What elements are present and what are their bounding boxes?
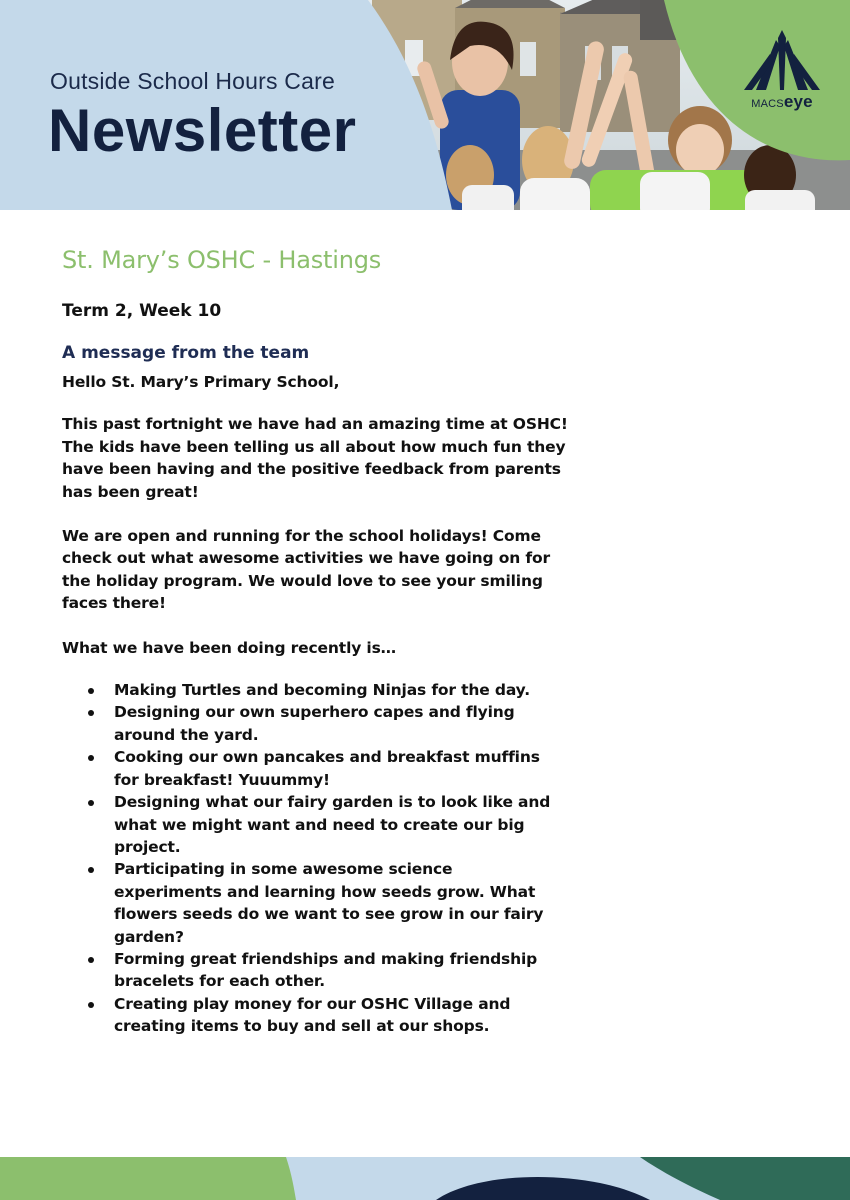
- paragraph-holidays: We are open and running for the school holidays! Come check out what awesome activities we have going on for the holiday program. We would love to see your smiling faces there!: [62, 527, 550, 613]
- greeting: Hello St. Mary’s Primary School,: [62, 373, 340, 391]
- paragraph-recently: What we have been doing recently is…: [62, 638, 397, 657]
- list-item-text: Designing what our fairy garden is to look like and what we might want and need to create our big project.: [114, 793, 551, 856]
- macs-arrow-logo-icon: [736, 26, 828, 92]
- term-week-label: Term 2, Week 10: [62, 301, 222, 321]
- bullet-icon: [88, 800, 94, 806]
- newsletter-content: [62, 246, 572, 1038]
- list-item: [62, 679, 552, 701]
- list-item-text: Forming great friendships and making friendship bracelets for each other.: [114, 949, 538, 991]
- list-item-text: Participating in some awesome science experiments and learning how seeds grow. What flowers seeds do we want to see grow in our fairy garden?: [114, 860, 544, 946]
- bullet-icon: [88, 867, 94, 873]
- bullet-icon: [88, 755, 94, 761]
- list-item-text: Making Turtles and becoming Ninjas for the day.: [114, 681, 530, 700]
- list-item: [62, 701, 552, 746]
- bullet-icon: [88, 1002, 94, 1008]
- school-heading: St. Mary’s OSHC - Hastings: [62, 246, 382, 274]
- bullet-icon: [88, 688, 94, 694]
- list-item-text: Designing our own superhero capes and flying around the yard.: [114, 703, 515, 744]
- section-heading: A message from the team: [62, 343, 310, 363]
- list-item: [62, 746, 552, 791]
- list-item-text: Cooking our own pancakes and breakfast muffins for breakfast! Yuuummy!: [114, 748, 540, 789]
- list-item-text: Creating play money for our OSHC Village and creating items to buy and sell at our shops.: [114, 994, 511, 1036]
- newsletter-header: [0, 0, 850, 210]
- list-item: [62, 791, 552, 858]
- activities-list: [62, 679, 552, 1038]
- newsletter-title: Newsletter: [48, 97, 357, 164]
- bullet-icon: [88, 957, 94, 963]
- macseye-logo: [736, 26, 836, 122]
- header-subtitle: Outside School Hours Care: [50, 68, 335, 94]
- list-item: [62, 858, 552, 948]
- logo-wordmark: MACSeye: [751, 92, 813, 111]
- bullet-icon: [88, 710, 94, 716]
- footer-decoration: [0, 1157, 850, 1200]
- list-item: [62, 993, 552, 1038]
- list-item: [62, 948, 552, 993]
- paragraph-fortnight: This past fortnight we have had an amazing time at OSHC! The kids have been telling us all about how much fun they have been having and the positive feedback from parents has been great!: [62, 415, 568, 501]
